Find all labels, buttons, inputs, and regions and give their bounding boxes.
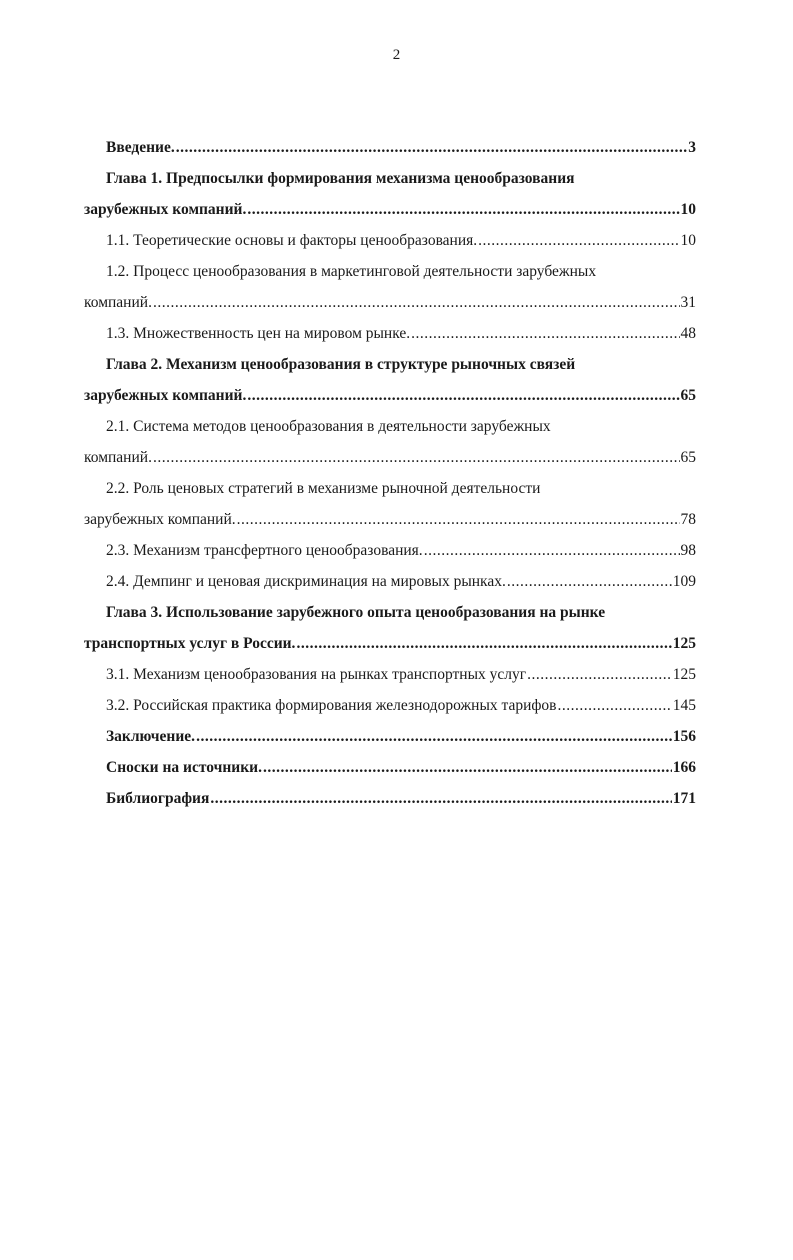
toc-page-number: 65 [680, 449, 696, 466]
toc-entry-title-line: Глава 2. Механизм ценообразования в структуре рыночных связей [106, 356, 576, 373]
toc-entry [84, 132, 696, 163]
toc-entry-title: Библиография [106, 790, 210, 807]
toc-entry-leader-line [84, 504, 696, 535]
dot-leader [296, 628, 671, 659]
toc-page-number: 98 [680, 542, 696, 559]
dot-leader [263, 752, 672, 783]
toc-page-number: 3 [688, 139, 696, 156]
dot-leader [210, 783, 671, 814]
toc-entry-leader-line [84, 318, 696, 349]
toc-entry-title: зарубежных компаний. [84, 387, 247, 404]
toc-page-number: 145 [672, 697, 696, 714]
toc-page-number: 31 [680, 294, 696, 311]
toc-entry-leader-line [84, 442, 696, 473]
toc-page-number: 109 [672, 573, 696, 590]
toc-entry-title-line: 2.1. Система методов ценообразования в деятельности зарубежных [106, 418, 551, 435]
toc-entry-leader-line [84, 535, 696, 566]
toc-page-number: 125 [672, 666, 696, 683]
toc-entry-leader-line [84, 225, 696, 256]
toc-entry [84, 473, 696, 535]
toc-entry [84, 163, 696, 225]
toc-entry-title-line: 1.2. Процесс ценообразования в маркетинговой деятельности зарубежных [106, 263, 597, 280]
toc-entry [84, 783, 696, 814]
toc-entry-leader-line [84, 783, 696, 814]
toc-entry-leader-line [84, 132, 696, 163]
toc-entry-leader-line [84, 566, 696, 597]
dot-leader [247, 380, 679, 411]
toc-entry-title: 3.2. Российская практика формирования железнодорожных тарифов [106, 697, 557, 714]
dot-leader [153, 442, 680, 473]
toc-entry-title: Заключение. [106, 728, 196, 745]
toc-entry-leader-line [84, 721, 696, 752]
toc-entry [84, 752, 696, 783]
toc-entry-title-line: Глава 1. Предпосылки формирования механизма ценообразования [106, 170, 575, 187]
dot-leader [196, 721, 672, 752]
toc-entry-leader-line [84, 628, 696, 659]
dot-leader [411, 318, 679, 349]
toc-entry [84, 225, 696, 256]
dot-leader [424, 535, 680, 566]
toc-entry-title: 1.1. Теоретические основы и факторы ценообразования. [106, 232, 478, 249]
toc-page-number: 156 [672, 728, 696, 745]
toc-entry [84, 318, 696, 349]
toc-entry-title: Введение. [106, 139, 175, 156]
toc-entry [84, 659, 696, 690]
toc-entry-leader-line [84, 287, 696, 318]
toc-page-number: 166 [672, 759, 696, 776]
toc-entry-title-line: Глава 3. Использование зарубежного опыта ценообразования на рынке [106, 604, 606, 621]
toc-entry [84, 597, 696, 659]
dot-leader [237, 504, 680, 535]
toc-entry-title: компаний. [84, 294, 152, 311]
toc-page-number: 125 [672, 635, 696, 652]
page-number: 2 [392, 47, 401, 63]
toc-page-number: 78 [680, 511, 696, 528]
toc-page-number: 65 [680, 387, 696, 404]
toc-entry [84, 535, 696, 566]
toc-entry-leader-line [84, 690, 696, 721]
dot-leader [247, 194, 679, 225]
toc-page-number: 48 [680, 325, 696, 342]
dot-leader [507, 566, 672, 597]
table-of-contents [84, 132, 696, 814]
toc-entry-title: 1.3. Множественность цен на мировом рынке. [106, 325, 411, 342]
dot-leader [557, 690, 671, 721]
toc-entry [84, 349, 696, 411]
toc-entry [84, 411, 696, 473]
toc-entry-title: зарубежных компаний. [84, 201, 247, 218]
dot-leader [478, 225, 679, 256]
toc-entry-title: транспортных услуг в России. [84, 635, 296, 652]
toc-entry [84, 690, 696, 721]
toc-entry-title: 2.3. Механизм трансфертного ценообразования. [106, 542, 423, 559]
toc-entry [84, 566, 696, 597]
toc-entry-title-line: 2.2. Роль ценовых стратегий в механизме рыночной деятельности [106, 480, 541, 497]
dot-leader [176, 132, 688, 163]
toc-entry-leader-line [84, 194, 696, 225]
toc-entry [84, 721, 696, 752]
dot-leader [153, 287, 680, 318]
toc-entry-leader-line [84, 752, 696, 783]
toc-page-number: 10 [680, 232, 696, 249]
toc-entry-title: зарубежных компаний. [84, 511, 236, 528]
toc-entry-title: 3.1. Механизм ценообразования на рынках транспортных услуг [106, 666, 527, 683]
toc-entry-title: 2.4. Демпинг и ценовая дискриминация на мировых рынках. [106, 573, 506, 590]
toc-page-number: 10 [680, 201, 696, 218]
toc-page-number: 171 [672, 790, 696, 807]
toc-entry-leader-line [84, 380, 696, 411]
toc-entry-title: Сноски на источники. [106, 759, 262, 776]
toc-entry [84, 256, 696, 318]
toc-entry-title: компаний. [84, 449, 152, 466]
dot-leader [527, 659, 672, 690]
toc-entry-leader-line [84, 659, 696, 690]
